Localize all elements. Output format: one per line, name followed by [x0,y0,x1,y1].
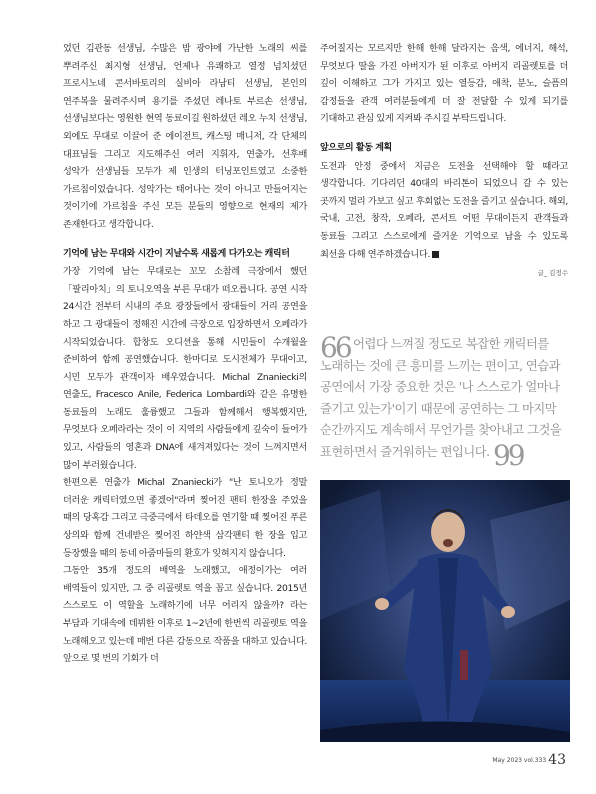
right-paragraph-1: 주어질지는 모르지만 한해 한해 달라지는 음색, 에너지, 해석, 무엇보다 딸을 가진 아버지가 된 이후로 아버지 리골렛토를 더 깊이 이해하고 그가 가지고 있는 열등감, 애착, 분노, 슬픔의 감정들을 관객 여러분들에게 더 잘 전달할 수 있게 되기를 기대하고 관심 있게 지켜봐 주시길 부탁드립니다. [320,43,568,125]
left-column [63,40,307,668]
performer-photo-illustration [320,480,570,742]
left-paragraph-3: 한편으론 연출가 Michal Znaniecki가 "난 토니오가 정말 더러운 캐릭터였으면 좋겠어"라며 찢어진 팬티 한장을 주었을 때의 당혹감 그리고 극중극에서 타데오를 연기할 때 찢어진 푸른 상의와 함께 건네받은 찢어진 하얀색 삼각팬티 한 장을 입고 등장했을 때의 동네 아줌마들의 환호가 잊혀지지 않습니다. [63,477,307,559]
left-paragraph-4: 그동안 35개 정도의 배역을 노래했고, 애정이가는 여러 배역들이 있지만, 그 중 리골렛토 역을 꼽고 싶습니다. 2015년 스스로도 이 역할을 노래하기에 너무 어리지 않을까? 라는 부담과 기대속에 데뷔한 이후로 1~2년에 한번씩 리골렛토 역을 노래해오고 있는데 매번 다른 감동으로 작품을 대하고 있습니다. 앞으로 몇 번의 기회가 더 [63,565,307,665]
end-mark-icon [432,251,439,258]
pull-quote-text: 어렵다 느껴질 정도로 복잡한 캐릭터를 노래하는 것에 큰 흥미를 느끼는 편이고, 연습과 공연에서 가장 중요한 것은 '나 스스로가 얼마나 즐기고 있는가'이기 때문에 공연하는 그 마지막 순간까지도 계속해서 무언가를 찾아내고 그것을 표현하면서 즐거워하는 편입니다. [320,337,562,459]
right-paragraph-2-wrap [320,158,568,264]
left-paragraph-2: 가장 기억에 남는 무대로는 꼬모 소참레 극장에서 했던 「팔리아치」의 토니오역을 부른 무대가 떠오릅니다. 공연 시작 24시간 전부터 시내의 주요 광장들에서 광대들이 거리 공연을 하고 그 광대들이 정해진 시간에 극장으로 입장하면서 오페라가 시작되었습니다. 합창도 오디션을 통해 시민들이 수개월을 준비하여 함께 공연했습니다. 한마디로 도시전체가 무대이고, 시민 모두가 관객이자 배우였습니다. Michal Znaniecki의 연출도, Fracesco Anile, Federica Lombardi와 같은 유명한 동료들의 노래도 훌륭했고 그들과 함께해서 행복했지만, 무엇보다 오페라라는 것이 이 지역의 사람들에게 깊숙이 들어가 있고, 사람들의 영혼과 DNA에 새겨져있다는 것이 느껴지면서 많이 부러웠습니다. [63,266,307,471]
page-number: 43 [548,752,566,768]
performer-photo [320,480,570,742]
byline: 글_ 김정수 [537,269,568,278]
close-quote-mark: 99 [492,438,523,472]
page-footer [492,752,566,768]
issue-label: May 2023 vol.333 [492,757,547,764]
open-quote-mark: 66 [320,331,350,364]
right-column [320,40,568,283]
section-heading-memorable-stage: 기억에 남는 무대와 시간이 지날수록 새롭게 다가오는 캐릭터 [63,248,290,259]
pull-quote [320,331,568,472]
right-paragraph-2: 도전과 안정 중에서 지금은 도전을 선택해야 할 때라고 생각합니다. 기다리던 40대의 바리톤이 되었으니 갈 수 있는 곳까지 멀리 가보고 싶고 후회없는 도전을 즐기고 싶습니다. 해외, 국내, 고전, 창작, 오페라, 콘서트 어떤 무대이든지 관객들과 동료들 그리고 스스로에게 즐거운 기억으로 남을 수 있도록 최선을 다해 연주하겠습니다. [320,160,568,260]
left-paragraph-1: 었던 김관동 선생님, 수많은 밤 광야에 가난한 노래의 씨를 뿌려주신 최지형 선생님, 언제나 유쾌하고 열정 넘치셨던 프로시노네 콘서바토리의 실비아 라남티 선생님, 본인의 연주복을 물려주시며 용기를 주셨던 레나토 부르손 선생님, 선생님보다는 영원한 현역 동료이길 원하셨던 레오 누치 선생님, 외에도 무대로 이끌어 준 에이전트, 캐스팅 매니저, 각 단체의 대표님들 그리고 지도해주신 여러 지휘자, 연출가, 선후배 성악가 선생님들 모두가 제 인생의 터닝포인트였고 소중한 가르침이었습니다. 성악가는 태어나는 것이 아니고 만들어지는 것이기에 가르침을 주신 모든 분들의 영향으로 현재의 제가 존재한다고 생각합니다. [63,43,307,230]
section-heading-future-plans: 앞으로의 활동 계획 [320,142,392,153]
